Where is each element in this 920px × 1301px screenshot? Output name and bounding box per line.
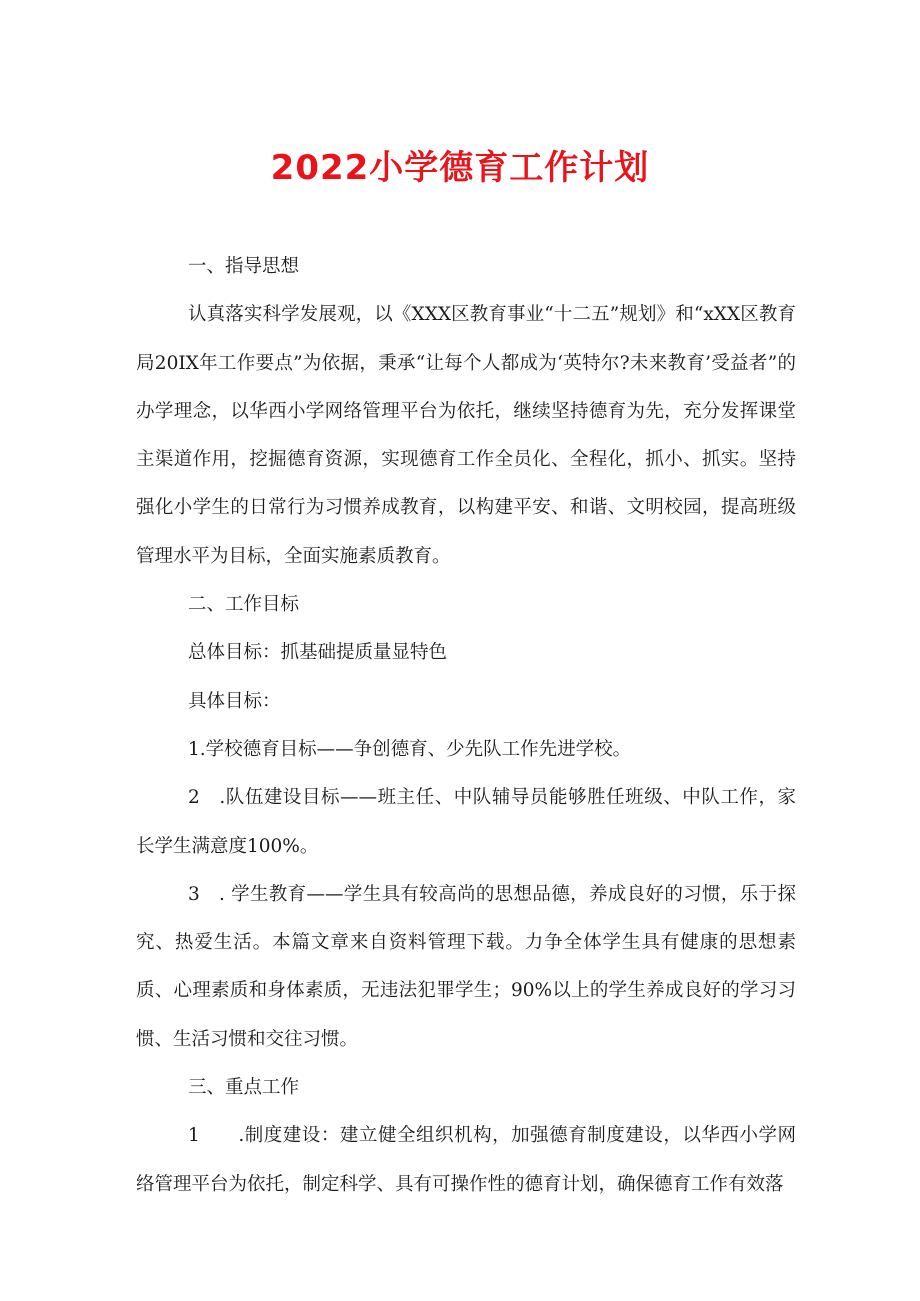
document-title: 2022小学德育工作计划 (270, 148, 650, 188)
paragraph-system-building: 1 .制度建设：建立健全组织机构，加强德育制度建设，以华西小学网络管理平台为依托，制定科学、具有可操作性的德育计划，确保德育工作有效落 (136, 1125, 796, 1195)
paragraph-guiding-thought: 认真落实科学发展观，以《XXX区教育事业“十二五”规划》和“xXX区教育局20IX年工作要点”为依据，秉承“让每个人都成为‘英特尔?未来教育’受益者”的办学理念，以华西小学网络管理平台为依托，继续坚持德育为先，充分发挥课堂主渠道作用，挖掘德育资源，实现德育工作全员化、全程化，抓小、抓实。坚持强化小学生的日常行为习惯养成教育，以构建平安、和谐、文明校园，提高班级管理水平为目标，全面实施素质教育。 (136, 304, 796, 567)
list-item-3: 3 . 学生教育——学生具有较高尚的思想品德，养成良好的习惯，乐于探究、热爱生活。本篇文章来自资料管理下载。力争全体学生具有健康的思想素质、心理素质和身体素质，无违法犯罪学生；90%以上的学生养成良好的学习习惯、生活习惯和交往习惯。 (136, 883, 796, 1050)
paragraph-overall-goal: 总体目标：抓基础提质量显特色 (188, 642, 448, 664)
document-body (136, 243, 796, 1209)
section-heading-2: 二、工作目标 (188, 594, 300, 616)
paragraph-specific-goals: 具体目标： (188, 690, 281, 712)
section-heading-3: 三、重点工作 (188, 1077, 300, 1099)
list-item-1: 1.学校德育目标——争创德育、少先队工作先进学校。 (188, 738, 632, 760)
list-item-2: 2 .队伍建设目标——班主任、中队辅导员能够胜任班级、中队工作，家长学生满意度100%。 (136, 787, 796, 857)
section-heading-1: 一、指导思想 (188, 256, 300, 277)
